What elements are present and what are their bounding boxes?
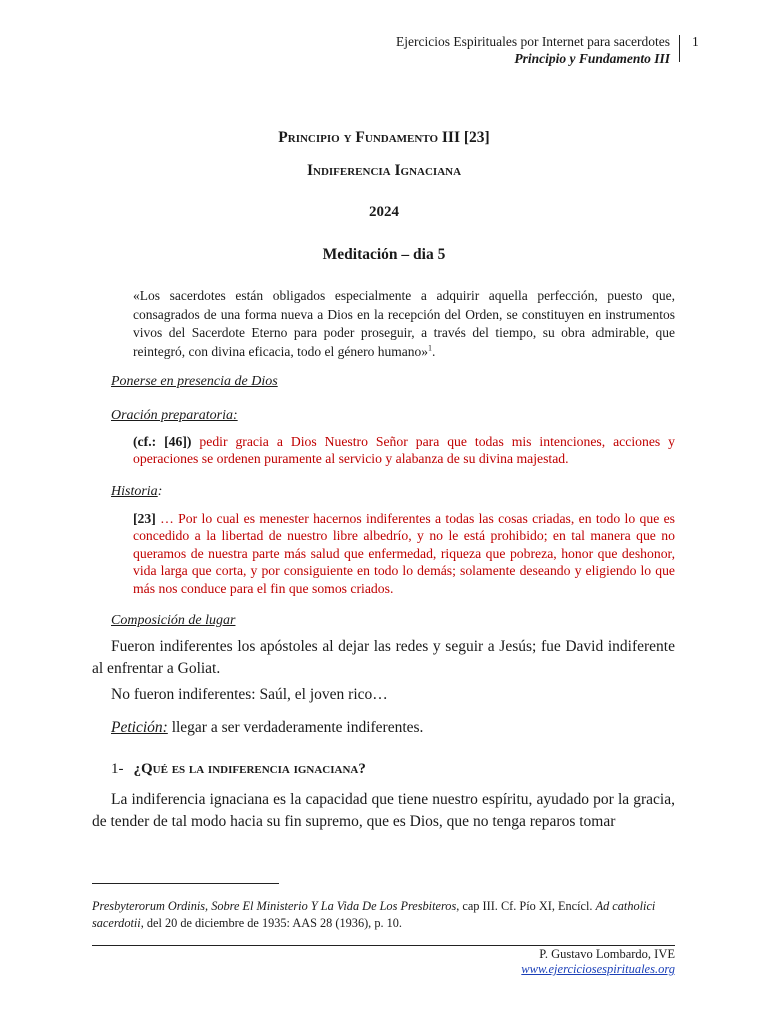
section-history — [111, 484, 162, 500]
prayer-block — [133, 433, 675, 468]
prayer-text: pedir gracia a Dios Nuestro Señor para que todas mis intenciones, acciones y operaciones se ordenen puramente al servicio y alabanza de su divina majestad. — [133, 434, 675, 467]
footnote-ref: , cap III. Cf. Pío XI, Encícl. — [456, 899, 596, 913]
footer-author: P. Gustavo Lombardo, IVE — [539, 947, 675, 961]
section-prayer: Oración preparatoria: — [111, 408, 238, 423]
footer-divider — [92, 945, 675, 946]
history-block — [133, 510, 675, 597]
footnote — [92, 898, 675, 932]
document-title: Principio y Fundamento III [23] — [278, 129, 490, 146]
petition-text: llegar a ser verdaderamente indiferentes. — [167, 719, 424, 736]
footnote-encyclical: Ad catholici sacerdotii — [92, 899, 656, 930]
heading-number: 1- — [111, 761, 124, 777]
history-reference: [23] — [133, 511, 156, 526]
document-year: 2024 — [369, 204, 399, 220]
header-divider — [679, 35, 680, 62]
history-text: … Por lo cual es menester hacernos indiferentes a todas las cosas criadas, en todo lo que es concedido a la libertad de nuestro libre albedrío, y no le está prohibido; en tal manera que no queramos de nuestra parte más salud que enfermedad, riqueza que pobreza, honor que deshonor, vida larga que corta, y por consiguiente en todo lo demás; solamente deseando y eligiendo lo que más nos conduce para el fin que somos criados. — [133, 511, 676, 596]
footer-website-link[interactable]: www.ejerciciosespirituales.org — [521, 962, 675, 976]
history-label: Historia — [111, 484, 158, 499]
section-presence: Ponerse en presencia de Dios — [111, 374, 278, 389]
meditation-title: Meditación – dia 5 — [322, 246, 446, 263]
body-paragraph: La indiferencia ignaciana es la capacidad que tiene nuestro espíritu, ayudado por la gracia, de tender de tal modo hacia su fin supremo, que es Dios, que no tenga reparos tomar — [92, 791, 675, 830]
quote-end: . — [432, 344, 436, 360]
opening-quote — [133, 287, 675, 362]
header-subtitle: Principio y Fundamento III — [514, 51, 670, 66]
heading-text: ¿Qué es la indiferencia ignaciana? — [133, 761, 366, 777]
header-title: Ejercicios Espirituales por Internet para sacerdotes — [395, 34, 670, 49]
body-paragraph: No fueron indiferentes: Saúl, el joven rico… — [111, 686, 388, 703]
footnote-source: Presbyterorum Ordinis, Sobre El Ministerio Y La Vida De Los Presbiteros — [92, 899, 457, 913]
quote-text: «Los sacerdotes están obligados especialmente a adquirir aquella perfección, puesto que, consagrados de una forma nueva a Dios en la recepción del Orden, se constituyen en instrumentos vivos del Sacerdote Eterno para poder proseguir, a través del tiempo, su obra admirable, que reintegró, con divina eficacia, todo el género humano» — [133, 288, 675, 360]
footnote-date: , del 20 de diciembre de 1935: AAS 28 (1936), p. 10. — [140, 916, 403, 930]
footnote-divider — [92, 883, 279, 884]
history-colon: : — [157, 484, 163, 499]
petition-label: Petición: — [111, 719, 168, 736]
petition-paragraph — [92, 717, 675, 739]
footnote-mark[interactable]: 1 — [428, 343, 433, 353]
page-number: 1 — [692, 34, 699, 49]
prayer-reference: (cf.: [46]) — [133, 434, 192, 449]
section-composition: Composición de lugar — [111, 613, 236, 628]
body-paragraph: Fueron indiferentes los apóstoles al dejar las redes y seguir a Jesús; fue David indiferente al enfrentar a Goliat. — [92, 638, 675, 677]
section-heading — [111, 761, 366, 778]
document-subtitle: Indiferencia Ignaciana — [306, 162, 462, 179]
